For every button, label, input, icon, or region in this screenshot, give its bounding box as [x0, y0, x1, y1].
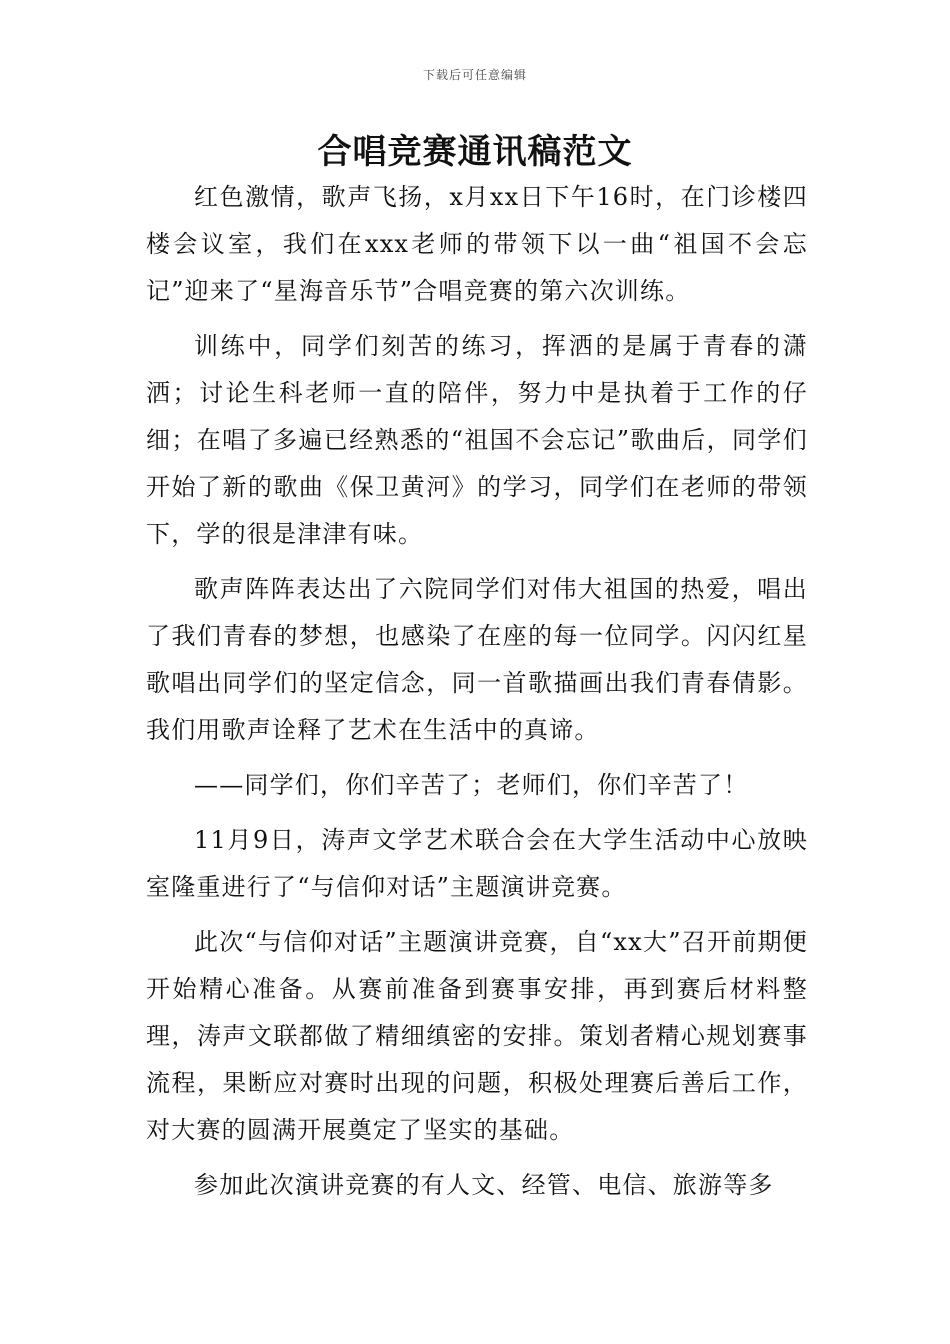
paragraph: ——同学们，你们辛苦了；老师们，你们辛苦了！: [194, 771, 749, 799]
paragraph: 此次“与信仰对话”主题演讲竞赛，自“xx大”召开前期便开始精心准备。从赛前准备到赛事安排，再到赛后材料整理，涛声文联都做了精细缜密的安排。策划者精心规划赛事流程，果断应对赛时出现的问题，积极处理赛后善后工作，对大赛的圆满开展奠定了坚实的基础。: [146, 928, 808, 1144]
document-body: [146, 174, 808, 1209]
header-note: 下载后可任意编辑: [422, 68, 527, 82]
document-title: 合唱竞赛通讯稿范文: [317, 132, 633, 172]
paragraph: 红色激情，歌声飞扬，x月xx日下午16时，在门诊楼四楼会议室，我们在xxx老师的带领下以一曲“祖国不会忘记”迎来了“星海音乐节”合唱竞赛的第六次训练。: [146, 183, 808, 305]
paragraph: 11月9日，涛声文学艺术联合会在大学生活动中心放映室隆重进行了“与信仰对话”主题演讲竞赛。: [146, 826, 808, 901]
paragraph: 歌声阵阵表达出了六院同学们对伟大祖国的热爱，唱出了我们青春的梦想，也感染了在座的每一位同学。闪闪红星歌唱出同学们的坚定信念，同一首歌描画出我们青春倩影。我们用歌声诠释了艺术在生活中的真谛。: [146, 575, 808, 744]
paragraph: 参加此次演讲竞赛的有人文、经管、电信、旅游等多: [194, 1171, 774, 1199]
paragraph: 训练中，同学们刻苦的练习，挥洒的是属于青春的潇洒；讨论生科老师一直的陪伴，努力中是执着于工作的仔细；在唱了多遍已经熟悉的“祖国不会忘记”歌曲后，同学们开始了新的歌曲《保卫黄河》的学习，同学们在老师的带领下，学的很是津津有味。: [146, 332, 808, 548]
